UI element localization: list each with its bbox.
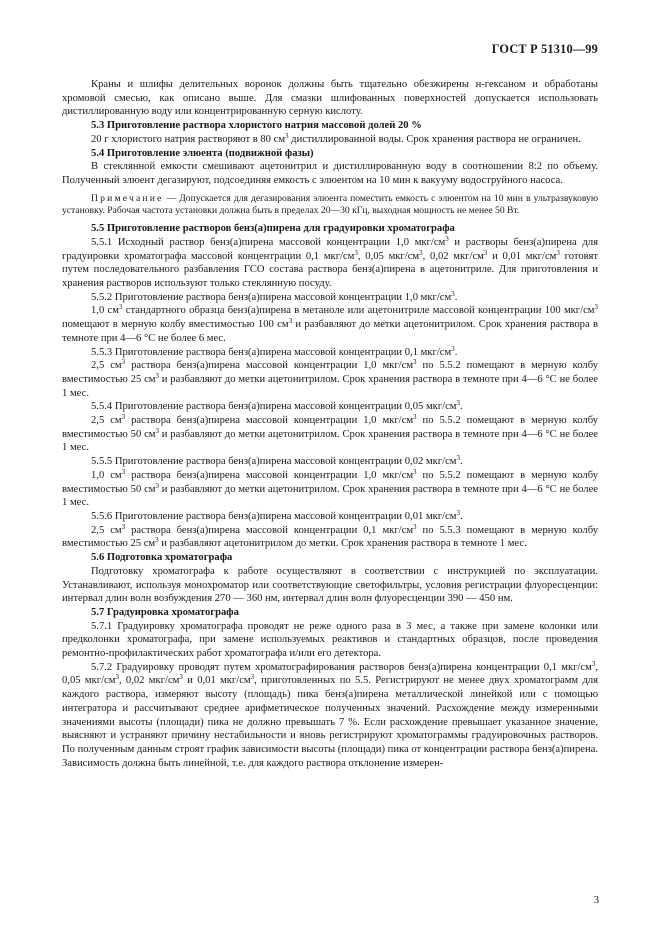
- superscript: 3: [413, 413, 417, 422]
- superscript: 3: [250, 673, 255, 682]
- body-paragraph: 2,5 $см^3$ раствора бенз(а)пирена массовой концентрации 1,0 мкг/$см^3$ по 5.5.2 помещают в мерную колбу вместимостью 25 $см^3$ и разбавляют до метки ацетонитрилом. Срок хранения раствора в темноте при 4—6 °С не более 1 мес.: [62, 358, 598, 399]
- superscript: 3: [121, 358, 126, 367]
- document-body: [62, 42, 598, 770]
- superscript: 3: [456, 454, 460, 463]
- superscript: 3: [288, 317, 293, 326]
- body-paragraph: 5.5.2 Приготовление раствора бенз(а)пирена массовой концентрации 1,0 мкг/$см^3$.: [91, 289, 458, 303]
- section-heading: 5.4 Приготовление элюента (подвижной фазы): [91, 147, 314, 159]
- superscript: 3: [155, 481, 159, 490]
- body-paragraph: 2,5 $см^3$ раствора бенз(а)пирена массовой концентрации 1,0 мкг/$см^3$ по 5.5.2 помещают в мерную колбу вместимостью 50 $см^3$ и разбавляют до метки ацетонитрилом. Срок хранения раствора в темноте при 4—6 °С не более 1 мес.: [62, 413, 598, 454]
- section-heading: 5.7 Градуировка хроматографа: [91, 606, 239, 618]
- document-header: ГОСТ Р 51310—99: [491, 42, 598, 56]
- section-heading: 5.6 Подготовка хроматографа: [91, 552, 233, 564]
- superscript: 3: [155, 371, 159, 380]
- superscript: 3: [354, 248, 358, 257]
- body-paragraph: 5.5.5 Приготовление раствора бенз(а)пирена массовой концентрации 0,02 мкг/$см^3$.: [91, 454, 463, 468]
- superscript: 3: [419, 248, 423, 257]
- superscript: 3: [451, 344, 455, 353]
- note-text: — Допускается для дегазирования элюента поместить емкость с элюентом на 10 мин в ультразвуковую установку. Рабочая частота установки должна быть в пределах 20—30 кГц, выходная мощность не менее 50 Вт.: [62, 192, 598, 216]
- note-label: Примечание: [91, 192, 164, 204]
- body-paragraph: 5.7.1 Градуировку хроматографа проводят не реже одного раза в 3 мес, а также при замене колонки или предколонки хроматографа, при замене используемых реактивов и стандартных образцов, после проведения ремонтно-профилактических работ хроматографа и/или его детектора.: [62, 620, 598, 660]
- body-paragraph: 5.5.4 Приготовление раствора бенз(а)пирена массовой концентрации 0,05 мкг/$см^3$.: [91, 399, 463, 413]
- superscript: 3: [594, 303, 599, 312]
- body-paragraph: 5.5.3 Приготовление раствора бенз(а)пирена массовой концентрации 0,1 мкг/$см^3$.: [91, 344, 458, 358]
- superscript: 3: [121, 522, 126, 531]
- superscript: 3: [285, 131, 289, 140]
- body-paragraph: 1,0 $см^3$ стандартного образца бенз(а)пирена в метаноле или ацетонитриле массовой концентрации 100 мкг/$см^3$ помещают в мерную колбу вместимостью 100 $см^3$ и разбавляют до метки ацетонитрилом. Срок хранения раствора в темноте при 4—6 °С не более 6 мес.: [62, 303, 599, 344]
- superscript: 3: [483, 248, 488, 257]
- body-paragraph: 5.5.1 Исходный раствор бенз(а)пирена массовой концентрации 1,0 мкг/$см^3$ и растворы бенз(а)пирена для градуировки хроматографа массовой концентрации 0,1 мкг/$см^3$, 0,05 мкг/$см^3$, 0,02 мкг/$см^3$ и 0,01 мкг/$см^3$ готовят путем последовательного разбавления ГСО состава раствора бенз(а)пирена в ацетонитриле. Для приготовления и хранения растворов используют только стеклянную посуду.: [62, 234, 598, 290]
- superscript: 3: [121, 467, 126, 476]
- body-paragraph: 5.5.6 Приготовление раствора бенз(а)пирена массовой концентрации 0,01 мкг/$см^3$.: [91, 508, 463, 522]
- body-paragraph: Краны и шлифы делительных воронок должны быть тщательно обезжирены н-гексаном и обработаны хромовой смесью, как описано выше. Для смазки шлифованных поверхностей допускается использовать дистиллированную воду или концентрированную серную кислоту.: [62, 79, 598, 118]
- superscript: 3: [413, 467, 417, 476]
- superscript: 3: [118, 303, 123, 312]
- superscript: 3: [451, 289, 455, 298]
- superscript: 3: [445, 234, 449, 243]
- superscript: 3: [115, 673, 119, 682]
- section-heading: 5.5 Приготовление растворов бенз(а)пирена для градуировки хроматографа: [91, 223, 455, 235]
- section-heading: 5.3 Приготовление раствора хлористого натрия массовой долей 20 %: [91, 120, 422, 132]
- superscript: 3: [456, 508, 460, 517]
- body-paragraph: В стеклянной емкости смешивают ацетонитрил и дистиллированную воду в соотношении 8:2 по объему. Полученный элюент дегазируют, подсоединяя емкость с элюентом на 10 мин к вакууму водоструйного насоса.: [62, 161, 598, 186]
- body-paragraph: 20 г хлористого натрия растворяют в 80 $см^3$ дистиллированной воды. Срок хранения раствора не ограничен.: [91, 131, 581, 145]
- superscript: 3: [556, 248, 560, 257]
- superscript: 3: [456, 399, 460, 408]
- body-paragraph: 5.7.2 Градуировку проводят путем хроматографирования растворов бенз(а)пирена концентрации 0,1 мкг/$см^3$, 0,05 мкг/$см^3$, 0,02 мкг/$см^3$ и 0,01 мкг/$см^3$, приготовленных по 5.5. Регистрируют не менее двух хроматограмм для каждого раствора, измеряют высоту (площадь) пика бенз(а)пирена металлической линейкой или с помощью интегратора и рассчитывают среднее арифметическое полученных значений. Расхождение между измеренными значениями высоты (площади) пика не должно превышать 7 %. Если расхождение превышает указанное значение, выясняют и устраняют причину нестабильности и вновь регистрируют хроматограммы градуировочных растворов. По полученным данным строят график зависимости высоты (площади) пика от концентрации раствора бенз(а)пирена. Зависимость должна быть линейной, т.е. для каждого раствора отклонение измерен-: [62, 659, 599, 769]
- page-number: 3: [593, 895, 599, 906]
- superscript: 3: [179, 673, 183, 682]
- superscript: 3: [121, 413, 126, 422]
- note-paragraph: [62, 193, 598, 218]
- superscript: 3: [155, 536, 159, 545]
- superscript: 3: [413, 358, 417, 367]
- superscript: 3: [155, 426, 159, 435]
- superscript: 3: [413, 522, 417, 531]
- body-paragraph: 2,5 $см^3$ раствора бенз(а)пирена массовой концентрации 0,1 мкг/$см^3$ по 5.5.3 помещают в мерную колбу вместимостью 25 $см^3$ и разбавляют ацетонитрилом до метки. Срок хранения раствора в темноте 1 мес.: [62, 522, 598, 550]
- superscript: 3: [591, 659, 596, 668]
- body-paragraph: 1,0 $см^3$ раствора бенз(а)пирена массовой концентрации 1,0 мкг/$см^3$ по 5.5.2 помещают в мерную колбу вместимостью 50 $см^3$ и разбавляют до метки ацетонитрилом. Срок хранения раствора в темноте при 4—6 °С не более 1 мес.: [62, 467, 598, 509]
- body-paragraph: Подготовку хроматографа к работе осуществляют в соответствии с инструкцией по эксплуатации. Устанавливают, используя монохроматор или соответствующие светофильтры, условия регистрации флуоресценции: интервал длин волн возбуждения 270 — 360 нм, интервал длин волн флуоресценции 390 — 450 нм.: [62, 565, 598, 605]
